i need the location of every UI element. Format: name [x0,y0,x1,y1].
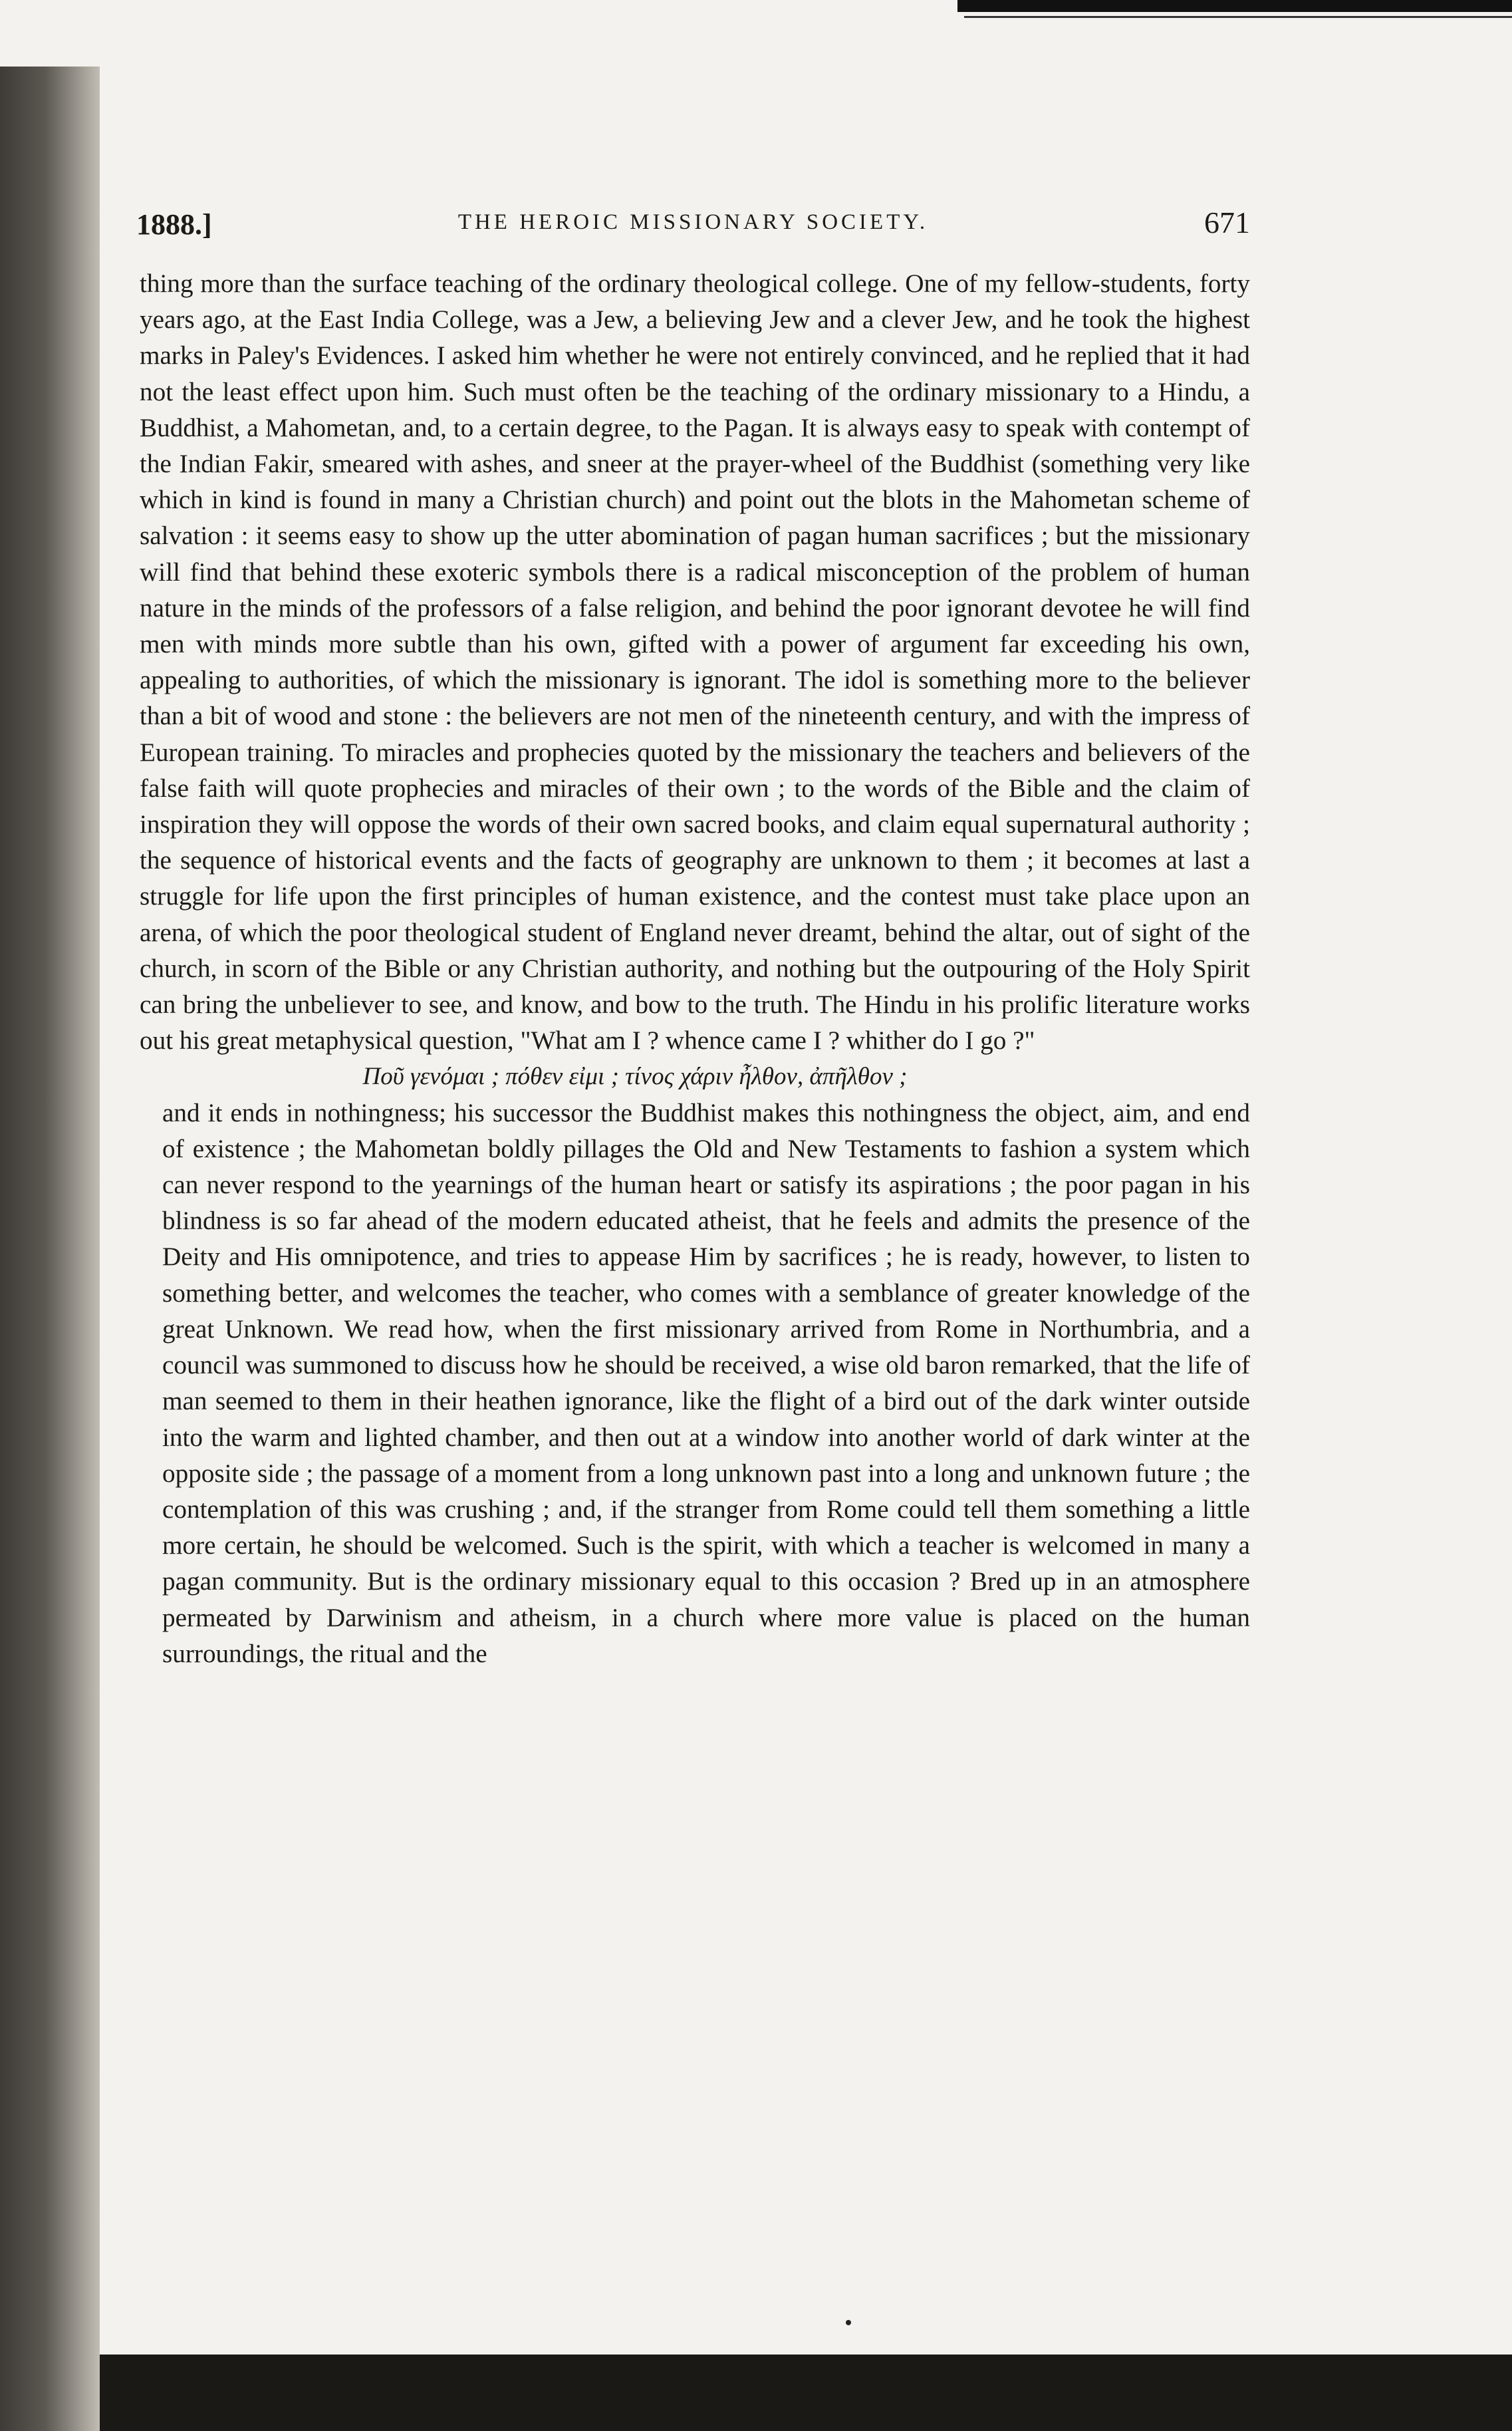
header-title: THE HEROIC MISSIONARY SOCIETY. [457,210,929,234]
header-year: 1888.] [136,208,212,241]
paragraph-1: thing more than the surface teaching of the ordinary theological college. One of my fellow-students, forty years ago, at the East India College, was a Jew, a believing Jew and a clever Jew, and he took the highest marks in Paley's Evidences. I asked him whether he were not entirely convinced, and he replied that it had not the least effect upon him. Such must often be the teaching of the ordinary missionary to a Hindu, a Buddhist, a Mahometan, and, to a certain degree, to the Pagan. It is always easy to speak with contempt of the Indian Fakir, smeared with ashes, and sneer at the prayer-wheel of the Buddhist (something very like which in kind is found in many a Christian church) and point out the blots in the Mahometan scheme of salvation : it seems easy to show up the utter abomination of pagan human sacrifices ; but the missionary will find that behind these exoteric symbols there is a radical misconception of the problem of human nature in the minds of the professors of a false religion, and behind the poor ignorant devotee he will find men with minds more subtle than his own, gifted with a power of argument far exceeding his own, appealing to authorities, of which the missionary is ignorant. The idol is something more to the believer than a bit of wood and stone : the believers are not men of the nineteenth century, and with the impress of European training. To miracles and prophecies quoted by the missionary the teachers and believers of the false faith will quote prophecies and miracles of their own ; to the words of the Bible and the claim of inspiration they will oppose the words of their own sacred books, and claim equal supernatural authority ; the sequence of historical events and the facts of geography are unknown to them ; it becomes at last a struggle for life upon the first principles of human existence, and the contest must take place upon an arena, of which the poor theological student of England never dreamt, behind the altar, out of sight of the church, in scorn of the Bible or any Christian authority, and nothing but the outpouring of the Holy Spirit can bring the unbeliever to see, and know, and bow to the truth. The Hindu in his prolific literature works out his great metaphysical question, "What am I ? whence came I ? whither do I go ?" [140,269,1250,1056]
greek-quote: Ποῦ γενόμαι ; πόθεν εἰμι ; τίνος χάριν ἦλθον, ἀπῆλθον ; [362,1063,908,1091]
page-number: 671 [1204,206,1250,239]
ink-dot [846,2320,851,2325]
top-rule [957,0,1512,12]
paragraph-2: and it ends in nothingness; his successor the Buddhist makes this nothingness the object, aim, and end of existence ; the Mahometan boldly pillages the Old and New Testaments to fashion a system which can never respond to the yearnings of the human heart or satisfy its aspirations ; the poor pagan in his blindness is so far ahead of the modern educated atheist, that he feels and admits the presence of the Deity and His omnipotence, and tries to appease Him by sacrifices ; he is ready, however, to listen to something better, and welcomes the teacher, who comes with a semblance of greater knowledge of the great Unknown. We read how, when the first missionary arrived from Rome in Northumbria, and a council was summoned to discuss how he should be received, a wise old baron remarked, that the life of man seemed to them in their heathen ignorance, like the flight of a bird out of the dark winter outside into the warm and lighted chamber, and then out at a window into another world of dark winter at the opposite side ; the passage of a moment from a long unknown past into a long and unknown future ; the contemplation of this was crushing ; and, if the stranger from Rome could tell them something a little more certain, he should be welcomed. Such is the spirit, with which a teacher is welcomed in many a pagan community. But is the ordinary missionary equal to this occasion ? Bred up in an atmosphere permeated by Darwinism and atheism, in a church where more value is placed on the human surroundings, the ritual and the [162,1098,1250,1668]
top-rule-thin [964,16,1512,18]
page-body [140,266,1250,1672]
page-binding-edge [0,67,100,2431]
running-header [136,200,1250,246]
page-bottom-edge [100,2355,1512,2431]
